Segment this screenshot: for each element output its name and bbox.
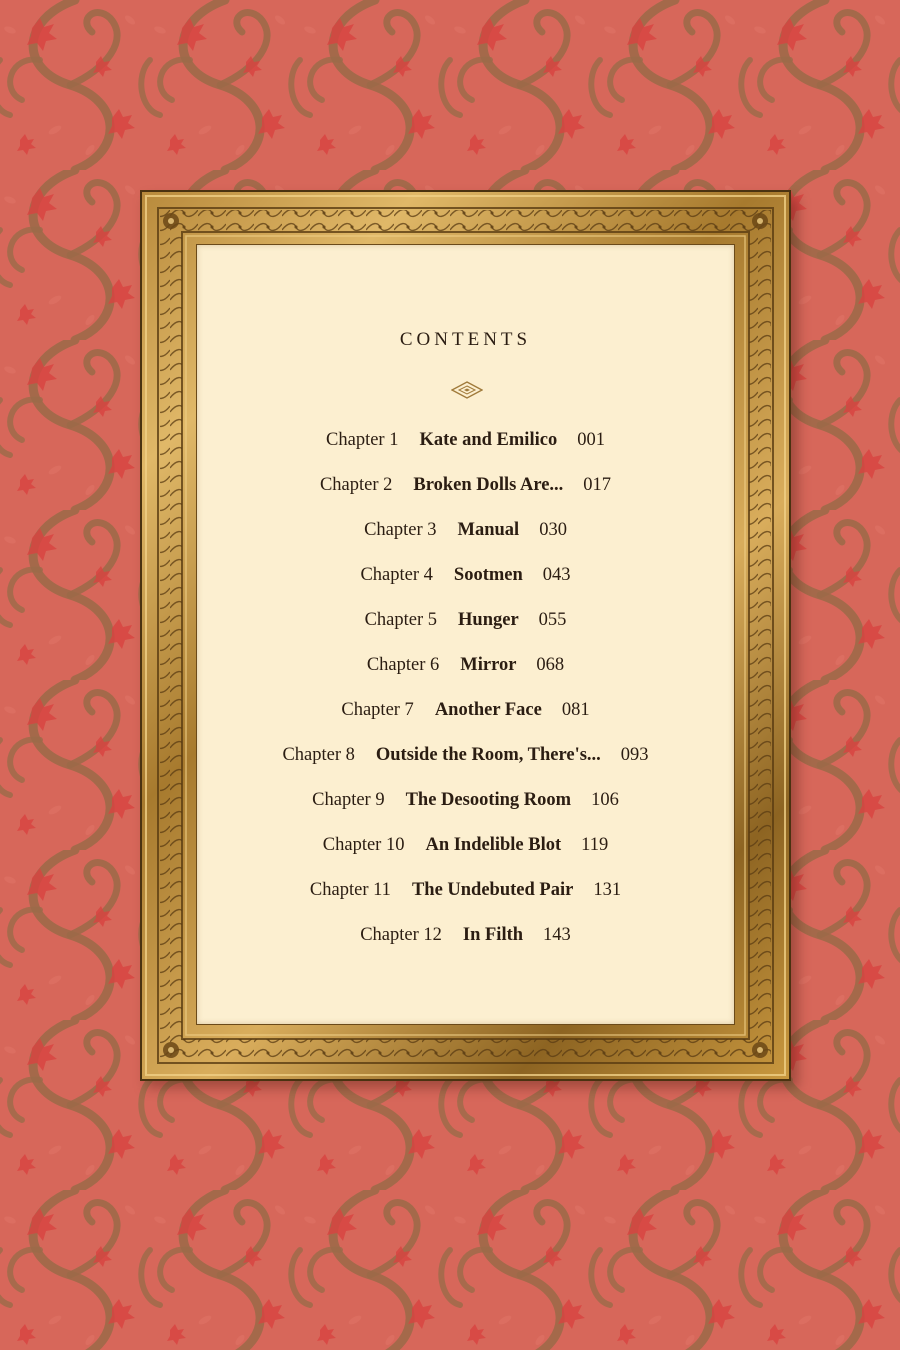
toc-entry[interactable] [197, 688, 734, 733]
toc-entry[interactable] [197, 778, 734, 823]
toc-entry[interactable] [197, 733, 734, 778]
chapter-page-number: 030 [539, 520, 567, 540]
chapter-number: Chapter 7 [341, 700, 414, 720]
contents-page [196, 244, 735, 1025]
toc-entry[interactable] [197, 913, 734, 958]
chapter-title: Another Face [434, 700, 542, 720]
toc-entry[interactable] [197, 553, 734, 598]
chapter-number: Chapter 11 [309, 880, 391, 900]
chapter-title: Broken Dolls Are... [413, 475, 564, 495]
chapter-number: Chapter 10 [322, 835, 405, 855]
toc-entry[interactable] [197, 463, 734, 508]
chapter-number: Chapter 6 [366, 655, 440, 675]
toc-entry[interactable] [197, 598, 734, 643]
contents-heading: CONTENTS [399, 329, 532, 350]
chapter-page-number: 081 [561, 700, 590, 720]
chapter-title: Mirror [460, 655, 517, 675]
chapter-page-number: 001 [577, 430, 605, 450]
chapter-title: Manual [457, 520, 520, 540]
chapter-title: Kate and Emilico [419, 430, 558, 450]
chapter-number: Chapter 12 [360, 925, 442, 945]
chapter-page-number: 017 [583, 475, 612, 495]
chapter-page-number: 043 [542, 565, 571, 585]
chapter-title: Sootmen [453, 565, 523, 585]
chapter-number: Chapter 5 [364, 610, 438, 630]
chapter-page-number: 055 [538, 610, 567, 630]
toc-entry[interactable] [197, 643, 734, 688]
chapter-page-number: 106 [591, 790, 619, 810]
chapter-number: Chapter 8 [282, 745, 355, 765]
diamond-ornament-icon [451, 381, 483, 399]
chapter-page-number: 131 [593, 880, 622, 900]
chapter-number: Chapter 9 [312, 790, 385, 810]
chapter-title: The Desooting Room [405, 790, 572, 810]
chapter-number: Chapter 2 [319, 475, 393, 495]
chapter-title: An Indelible Blot [425, 835, 562, 855]
toc-entry[interactable] [197, 418, 734, 463]
chapter-title: The Undebuted Pair [411, 880, 574, 900]
toc-entry[interactable] [197, 868, 734, 913]
chapter-number: Chapter 4 [360, 565, 433, 585]
toc-entry[interactable] [197, 508, 734, 553]
chapter-title: In Filth [462, 925, 524, 945]
gilded-picture-frame [140, 190, 791, 1081]
chapter-page-number: 119 [581, 835, 609, 855]
chapter-number: Chapter 1 [326, 430, 399, 450]
chapter-title: Hunger [458, 610, 519, 630]
toc-entry[interactable] [197, 823, 734, 868]
chapter-page-number: 143 [543, 925, 571, 945]
chapter-number: Chapter 3 [364, 520, 437, 540]
chapter-page-number: 093 [620, 745, 649, 765]
chapter-title: Outside the Room, There's... [375, 745, 601, 765]
chapter-page-number: 068 [536, 655, 565, 675]
table-of-contents [197, 418, 734, 958]
